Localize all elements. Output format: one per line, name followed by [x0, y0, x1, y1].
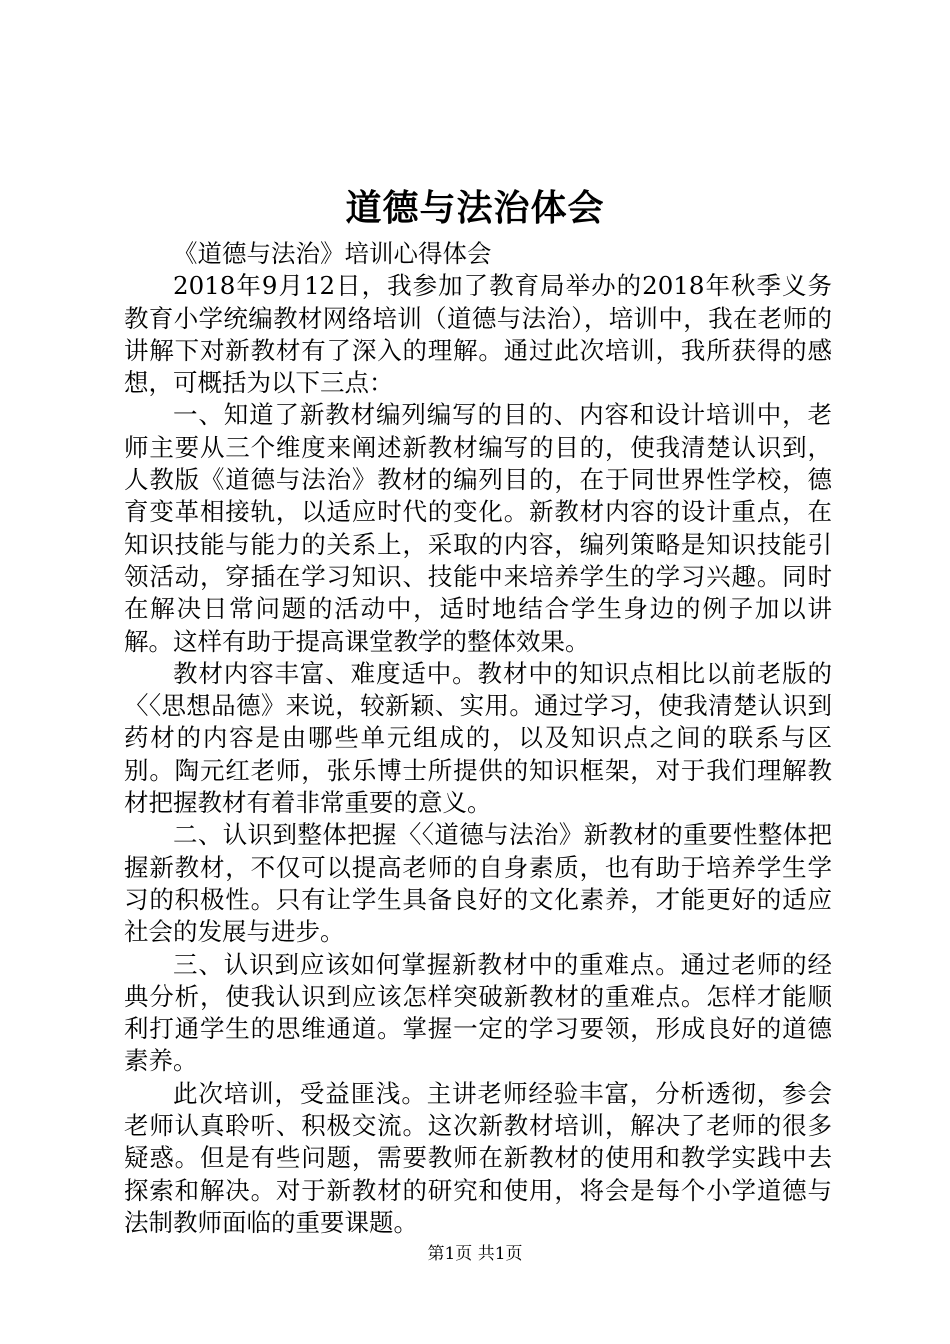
paragraph-point-one: 一、知道了新教材编列编写的目的、内容和设计培训中，老师主要从三个维度来阐述新教材编写的目的，使我清楚认识到，人教版《道德与法治》教材的编列目的，在于同世界性学校，德育变革相接轨，以适应时代的变化。新教材内容的设计重点，在知识技能与能力的关系上，采取的内容，编列策略是知识技能引领活动，穿插在学习知识、技能中来培养学生的学习兴趣。同时在解决日常问题的活动中，适时地结合学生身边的例子加以讲解。这样有助于提高课堂教学的整体效果。	[124, 400, 832, 656]
paragraph-content: 教材内容丰富、难度适中。教材中的知识点相比以前老版的〈〈思想品德》来说，较新颖、实用。通过学习，使我清楚认识到药材的内容是由哪些单元组成的，以及知识点之间的联系与区别。陶元红老师，张乐博士所提供的知识框架，对于我们理解教材把握教材有着非常重要的意义。	[124, 658, 832, 818]
paragraph-subtitle: 《道德与法治》培训心得体会	[173, 239, 492, 268]
document-title: 道德与法治体会	[345, 187, 605, 229]
document-body	[124, 238, 832, 1239]
paragraph-point-three: 三、认识到应该如何掌握新教材中的重难点。通过老师的经典分析，使我认识到应该怎样突破新教材的重难点。怎样才能顺利打通学生的思维通道。掌握一定的学习要领，形成良好的道德素养。	[124, 949, 832, 1076]
paragraph-point-two: 二、认识到整体把握〈〈道德与法治》新教材的重要性整体把握新教材，不仅可以提高老师的自身素质，也有助于培养学生学习的积极性。只有让学生具备良好的文化素养，才能更好的适应社会的发展与进步。	[124, 820, 832, 947]
paragraph-conclusion: 此次培训，受益匪浅。主讲老师经验丰富，分析透彻，参会老师认真聆听、积极交流。这次新教材培训，解决了老师的很多疑惑。但是有些问题，需要教师在新教材的使用和教学实践中去探索和解决。对于新教材的研究和使用，将会是每个小学道德与法制教师面临的重要课题。	[124, 1078, 832, 1237]
page-footer: 第1页 共1页	[427, 1244, 523, 1264]
paragraph-intro: 2018年9月12日，我参加了教育局举办的2018年秋季义务教育小学统编教材网络培训（道德与法治），培训中，我在老师的讲解下对新教材有了深入的理解。通过此次培训，我所获得的感想，可概括为以下三点：	[124, 271, 832, 398]
